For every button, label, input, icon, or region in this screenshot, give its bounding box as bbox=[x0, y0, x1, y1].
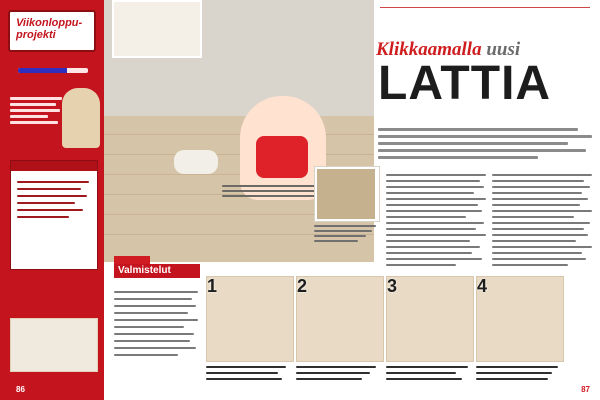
headline-big: LATTIA bbox=[378, 57, 552, 110]
step-caption-1 bbox=[206, 362, 292, 384]
baby-shirt bbox=[256, 136, 308, 178]
step-caption-4 bbox=[476, 362, 562, 384]
detail-inset-caption bbox=[314, 222, 378, 245]
step-photo-3 bbox=[386, 276, 474, 362]
person-photo bbox=[62, 88, 100, 148]
toy-dog bbox=[174, 150, 218, 174]
left-page-number: 86 bbox=[16, 385, 25, 394]
logo-text: Viikonloppu- projekti bbox=[16, 17, 83, 41]
step-number: 2 bbox=[297, 276, 308, 296]
step-caption-2 bbox=[296, 362, 382, 384]
detail-inset bbox=[314, 166, 380, 222]
lead-paragraph bbox=[378, 124, 592, 163]
detail-inset-photo bbox=[317, 169, 375, 219]
prep-text-column bbox=[114, 286, 198, 361]
article-column-1 bbox=[386, 170, 486, 270]
article-column-2 bbox=[492, 170, 592, 270]
step-number: 4 bbox=[477, 276, 488, 296]
step-photo-4 bbox=[476, 276, 564, 362]
red-sidebar bbox=[0, 0, 104, 400]
tools-box bbox=[10, 160, 98, 270]
top-tagline bbox=[380, 4, 590, 12]
right-page-number: 87 bbox=[581, 385, 590, 394]
prep-heading: Valmistelut bbox=[118, 265, 171, 276]
sidebar-photo bbox=[10, 318, 98, 372]
step-number: 1 bbox=[207, 276, 218, 296]
difficulty-meter-fill bbox=[18, 68, 67, 73]
headline-word-1: Klikkaamalla bbox=[376, 39, 482, 60]
step-caption-3 bbox=[386, 362, 472, 384]
step-number: 3 bbox=[387, 276, 398, 296]
step-photo-1 bbox=[206, 276, 294, 362]
prep-tag bbox=[114, 256, 150, 264]
difficulty-meter bbox=[18, 68, 88, 73]
quote-block bbox=[10, 94, 62, 127]
headline-word-2: uusi bbox=[481, 39, 521, 60]
step-photo-2 bbox=[296, 276, 384, 362]
logo bbox=[8, 10, 96, 52]
window-image bbox=[112, 0, 202, 58]
